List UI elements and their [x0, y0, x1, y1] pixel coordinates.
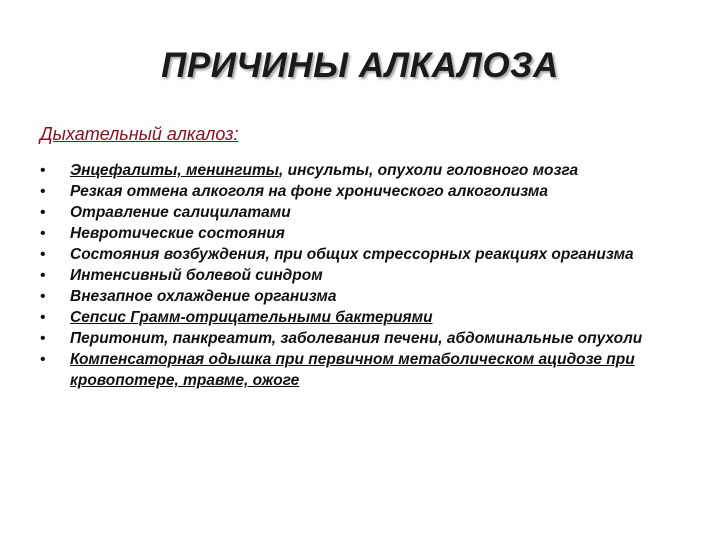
bullet-icon: • [40, 225, 46, 242]
bullet-icon: • [40, 162, 46, 179]
list-item-text-rest: , инсульты, опухоли головного мозга [279, 162, 579, 179]
list-item-text: Резкая отмена алкоголя на фоне хронического алкоголизма [70, 183, 549, 200]
bullet-icon: • [40, 183, 46, 200]
list-item-text: Компенсаторная одышка при первичном метаболическом ацидозе при кровопотере, травме, ожоге [70, 351, 635, 389]
list-item [40, 202, 700, 223]
list-item [40, 160, 700, 181]
list-item [40, 328, 700, 349]
bullet-icon: • [40, 246, 46, 263]
list-item-text: Состояния возбуждения, при общих стрессорных реакциях организма [70, 246, 634, 263]
list-item-text: Внезапное охлаждение организма [70, 288, 337, 305]
bullet-icon: • [40, 330, 46, 347]
list-item [40, 349, 700, 391]
list-item [40, 181, 700, 202]
bullet-icon: • [40, 288, 46, 305]
bullet-icon: • [40, 267, 46, 284]
slide-title: ПРИЧИНЫ АЛКАЛОЗА [161, 46, 559, 85]
list-item-text [70, 160, 700, 181]
list-item-text: Невротические состояния [70, 225, 285, 242]
causes-list [40, 160, 700, 391]
list-item [40, 286, 700, 307]
list-item [40, 265, 700, 286]
list-item-text: Перитонит, панкреатит, заболевания печени, абдоминальные опухоли [70, 330, 643, 347]
list-item-text: Сепсис Грамм-отрицательными бактериями [70, 309, 433, 326]
list-item-text-underlined: Энцефалиты, менингиты [70, 162, 280, 179]
list-item-text: Отравление салицилатами [70, 204, 291, 221]
list-item-text: Интенсивный болевой синдром [70, 267, 323, 284]
list-item [40, 244, 700, 265]
section-subtitle: Дыхательный алкалоз: [40, 124, 239, 144]
list-item [40, 223, 700, 244]
bullet-icon: • [40, 351, 46, 368]
list-item [40, 307, 700, 328]
bullet-icon: • [40, 309, 46, 326]
bullet-icon: • [40, 204, 46, 221]
